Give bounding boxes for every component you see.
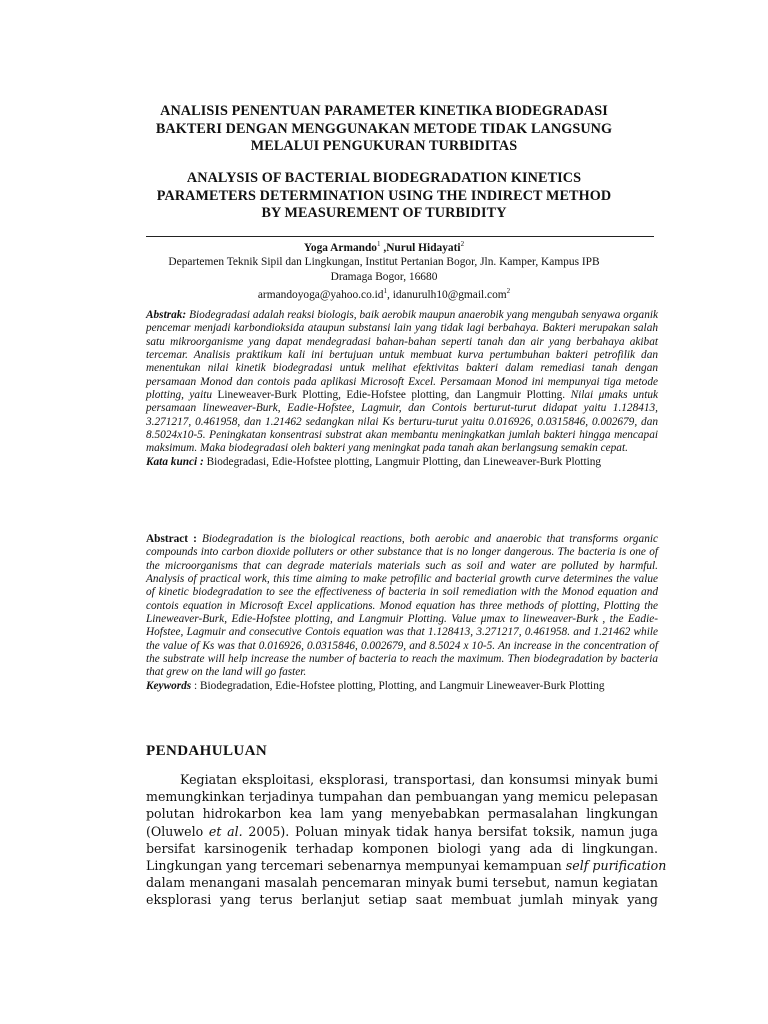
keywords-text: : Biodegradation, Edie-Hofstee plotting, Plotting, and Langmuir Lineweaver-Burk Plotting: [194, 679, 605, 692]
abstract-text: Biodegradation is the biological reactions, both aerobic and anaerobic that transforms organic compounds into carbon dioxide polluters or other substance that is no longer dangerous. The bacteria is one of the microorganisms that can degrade materials materials such as soil and water are polluted by harmful. Analysis of practical work, this time aiming to make petrofilic and bacterial growth curve determines the value of kinetic biodegradation to see the effectiveness of bacteria in soil remediation with the Monod equation and contois equation in Microsoft Excel applications. Monod equation has three methods of plotting, Plotting the Lineweaver-Burk, Edie-Hofstee plotting, and Langmuir Plotting. Value μmax to lineweaver-Burk , the Eadie-Hofstee, Lagmuir and consecutive Contois equation was that 1.128413, 3.271217, 0.461958. and 1.21462 while the value of Ks was that 0.016926, 0.0315846, 0.002679, and 8.5024 x 10-5. An increase in the concentration of the substrate will help increase the number of bacteria to reach the maximum. Then biodegradation by bacteria that grew on the land will go faster.: [146, 533, 658, 679]
keywords: [146, 456, 658, 469]
body-text-fragment: Lingkungan yang tercemari sebenarnya mempunyai kemampuan: [146, 858, 566, 874]
author-name: ,Nurul Hidayati: [380, 241, 461, 254]
section-body: [146, 771, 667, 909]
keywords-text: Biodegradasi, Edie-Hofstee plotting, Langmuir Plotting, dan Lineweaver-Burk Plotting: [206, 455, 602, 468]
abstract-indonesian: [146, 309, 658, 469]
email: , idanurulh10@gmail.com: [387, 289, 507, 302]
abstract-text: Biodegradasi adalah reaksi biologis, baik aerobik maupun anaerobik yang mengubah senyawa organik pencemar menjadi karbondioksida ataupun substansi lain yang tidak lagi berbahaya. Bakteri merupakan salah satu mikroorganisme yang dapat mendegradasi bahan-bahan seperti tanah dan air yang berbahaya akibat tercemar. Analisis praktikum kali ini bertujuan untuk membuat kurva pertumbuhan bakteri petrofilik dan menentukan nilai kinetik biodegradasi untuk melihat efektivitas bakteri dalam remediasi tanah dengan persamaan Monod dan contois pada aplikasi Microsoft Excel. Persamaan Monod ini mempunyai tiga metode plotting, yaitu: [146, 309, 659, 402]
email-superscript: 1: [383, 287, 387, 296]
title-line: PARAMETERS DETERMINATION USING THE INDIRECT METHOD: [156, 187, 612, 204]
body-line: polutan hidrokarbon kea lam yang menyebabkan permasalahan lingkungan: [146, 806, 658, 822]
body-line: eksplorasi yang terus berlanjut setiap saat membuat jumlah minyak yang: [146, 892, 658, 908]
body-text-fragment: 2005). Poluan minyak tidak hanya bersifat toksik, namun juga: [242, 823, 658, 839]
title-english: [0, 170, 768, 223]
title-indonesian: [0, 103, 768, 156]
author-superscript: 1: [377, 240, 381, 248]
abstract-body: [146, 309, 658, 456]
term-italic: self purification: [565, 858, 667, 874]
abstract-body: [146, 533, 658, 680]
body-text-fragment: (Oluwelo: [146, 823, 209, 839]
body-line: bersifat karsinogenik terhadap komponen biologi yang ada di lingkungan.: [146, 840, 658, 856]
keywords: [146, 680, 658, 693]
author-superscript: 2: [460, 240, 465, 248]
keywords-label: Kata kunci :: [146, 455, 204, 468]
title-line: ANALISIS PENENTUAN PARAMETER KINETIKA BIODEGRADASI: [160, 103, 608, 119]
affiliation: Departemen Teknik Sipil dan Lingkungan, Institut Pertanian Bogor, Jln. Kamper, Kampus IPB: [168, 256, 600, 269]
abstract-text: Nilai μmaks untuk persamaan lineweaver-Burk, Eadie-Hofstee, Lagmuir, dan Contois berturut-turut didapat yaitu 1.128413, 3.271217, 0.461958, dan 1.21462 sedangkan nilai Ks berturu-turut yaitu 0.016926, 0.0315846, 0.002679, dan 8.5024x10-5. Peningkatan konsentrasi substrat akan membantu meningkatkan jumlah bakteri hingga mencapai maksimum. Maka biodegradasi oleh bakteri yang meningkat pada tanah akan berlangsung semakin cepat.: [146, 389, 659, 455]
body-line: memungkinkan terjadinya tumpahan dan pembuangan yang memicu pelepasan: [146, 789, 658, 805]
title-line: ANALYSIS OF BACTERIAL BIODEGRADATION KINETICS: [186, 170, 582, 186]
abstract-text: Lineweaver-Burk Plotting, Edie-Hofstee plotting, dan Langmuir Plotting.: [217, 389, 566, 402]
author-emails: [0, 284, 768, 302]
section-heading: PENDAHULUAN: [146, 743, 268, 759]
body-line: [146, 823, 658, 840]
citation-italic: et al.: [208, 823, 243, 839]
body-line: dalam menangani masalah pencemaran minyak bumi tersebut, namun kegiatan: [146, 875, 658, 891]
affiliation: Dramaga Bogor, 16680: [330, 270, 438, 283]
title-line: BAKTERI DENGAN MENGGUNAKAN METODE TIDAK LANGSUNG: [155, 120, 613, 137]
abstract-english: [146, 533, 658, 693]
body-line: [146, 857, 667, 874]
abstract-label: Abstract :: [146, 533, 197, 545]
title-line: BY MEASUREMENT OF TURBIDITY: [261, 205, 507, 221]
abstract-label: Abstrak:: [146, 309, 187, 321]
email-superscript: 2: [506, 287, 511, 296]
body-line: Kegiatan eksploitasi, eksplorasi, transportasi, dan konsumsi minyak bumi: [180, 772, 658, 787]
author-block: [0, 237, 768, 303]
keywords-label: Keywords: [146, 679, 192, 692]
author-names: [0, 237, 768, 255]
author-name: Yoga Armando: [303, 241, 378, 254]
title-line: MELALUI PENGUKURAN TURBIDITAS: [250, 138, 518, 154]
email: armandoyoga@yahoo.co.id: [257, 289, 384, 302]
